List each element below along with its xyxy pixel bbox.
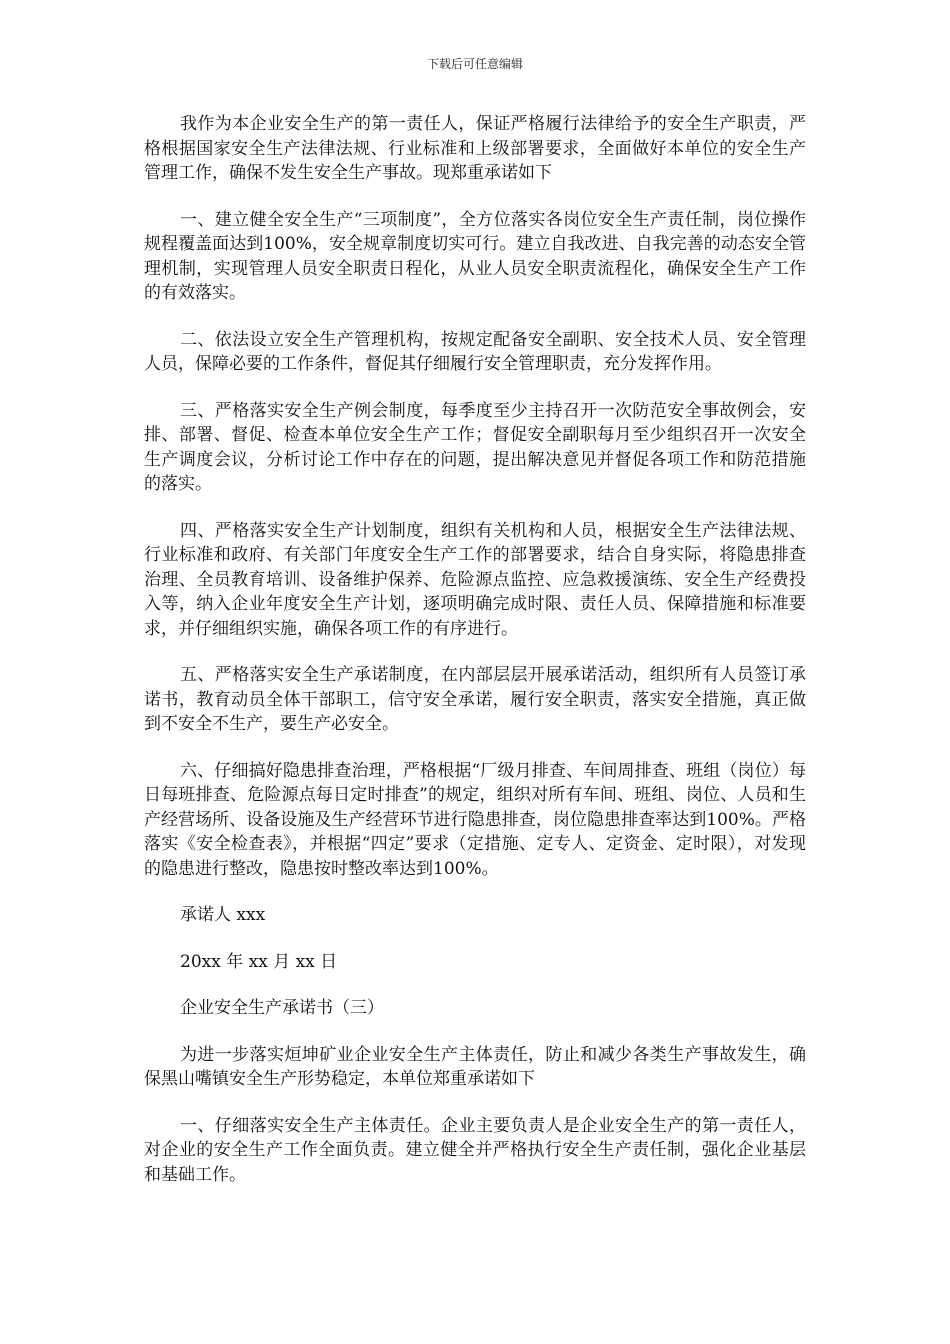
document-body	[144, 112, 806, 1209]
signature-line: 承诺人 xxx	[180, 905, 266, 925]
paragraph-item-6: 六、仔细搞好隐患排查治理，严格根据“厂级月排查、车间周排查、班组（岗位）每日每班排查、危险源点每日定时排查”的规定，组织对所有车间、班组、岗位、人员和生产经营场所、设备设施及生产经营环节进行隐患排查，岗位隐患排查率达到100%。严格落实《安全检查表》，并根据“四定”要求（定措施、定专人、定资金、定时限），对发现的隐患进行整改，隐患按时整改率达到100%。	[144, 760, 806, 879]
paragraph-intro: 我作为本企业安全生产的第一责任人，保证严格履行法律给予的安全生产职责，严格根据国家安全生产法律法规、行业标准和上级部署要求，全面做好本单位的安全生产管理工作，确保不发生安全生产事故。现郑重承诺如下	[144, 114, 806, 183]
section-title: 企业安全生产承诺书（三）	[180, 998, 384, 1018]
paragraph-item-2-1: 一、仔细落实安全生产主体责任。企业主要负责人是企业安全生产的第一责任人，对企业的安全生产工作全面负责。建立健全并严格执行安全生产责任制，强化企业基层和基础工作。	[144, 1115, 806, 1185]
paragraph-item-2: 二、依法设立安全生产管理机构，按规定配备安全副职、安全技术人员、安全管理人员，保障必要的工作条件，督促其仔细履行安全管理职责，充分发挥作用。	[144, 329, 806, 374]
date-line: 20xx 年 xx 月 xx 日	[180, 951, 338, 972]
paragraph-item-1: 一、建立健全安全生产“三项制度”，全方位落实各岗位安全生产责任制，岗位操作规程覆盖面达到100%，安全规章制度切实可行。建立自我改进、自我完善的动态安全管理机制，实现管理人员安全职责日程化，从业人员安全职责流程化，确保安全生产工作的有效落实。	[144, 209, 806, 303]
paragraph-item-4: 四、严格落实安全生产计划制度，组织有关机构和人员，根据安全生产法律法规、行业标准和政府、有关部门年度安全生产工作的部署要求，结合自身实际，将隐患排查治理、全员教育培训、设备维护保养、危险源点监控、应急救援演练、安全生产经费投入等，纳入企业年度安全生产计划，逐项明确完成时限、责任人员、保障措施和标准要求，并仔细组织实施，确保各项工作的有序进行。	[144, 520, 806, 639]
paragraph-item-3: 三、严格落实安全生产例会制度，每季度至少主持召开一次防范安全事故例会，安排、部署、督促、检查本单位安全生产工作；督促安全副职每月至少组织召开一次安全生产调度会议，分析讨论工作中存在的问题，提出解决意见并督促各项工作和防范措施的落实。	[144, 400, 806, 494]
paragraph-intro-2: 为进一步落实烜坤矿业企业安全生产主体责任，防止和减少各类生产事故发生，确保黑山嘴镇安全生产形势稳定，本单位郑重承诺如下	[144, 1044, 806, 1089]
paragraph-item-5: 五、严格落实安全生产承诺制度，在内部层层开展承诺活动，组织所有人员签订承诺书，教育动员全体干部职工，信守安全承诺，履行安全职责，落实安全措施，真正做到不安全不生产，要生产必安全。	[144, 665, 806, 734]
page-header: 下载后可任意编辑	[426, 57, 523, 71]
